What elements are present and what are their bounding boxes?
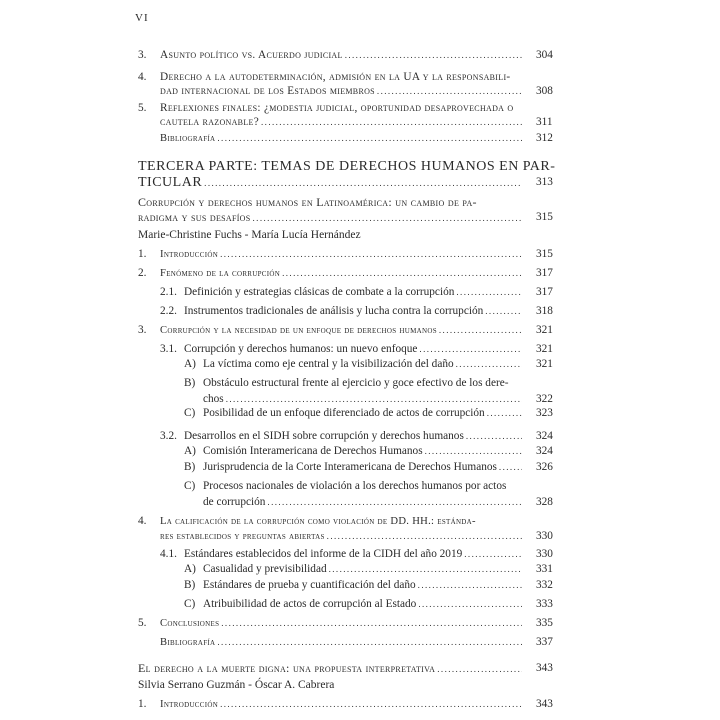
toc-entry-page: 323 bbox=[536, 407, 553, 419]
toc-entry-title-text: TICULAR bbox=[138, 175, 203, 190]
dot-leader bbox=[217, 131, 522, 146]
dot-leader bbox=[226, 392, 522, 407]
toc-entry-title bbox=[138, 661, 528, 677]
toc-entry-title bbox=[184, 304, 528, 319]
toc-entry-page: 304 bbox=[536, 49, 553, 61]
toc-entry-number: 2. bbox=[138, 267, 147, 279]
toc-entry-title bbox=[203, 479, 506, 494]
dot-leader bbox=[439, 323, 522, 338]
toc-entry-title bbox=[160, 529, 528, 544]
toc-entry-title-text: Comisión Interamericana de Derechos Humanos bbox=[203, 445, 423, 457]
toc-entry[interactable] bbox=[0, 429, 720, 444]
toc-entry-title-text: Bibliografía bbox=[160, 637, 216, 648]
toc-entry-title-text: Corrupción y la necesidad de un enfoque de derechos humanos bbox=[160, 325, 437, 336]
toc-entry-title-text: Fenómeno de la corrupción bbox=[160, 268, 281, 279]
toc-entry-number: 5. bbox=[138, 102, 147, 114]
toc-entry-page: 313 bbox=[536, 176, 553, 188]
toc-entry-title-text: Bibliografía bbox=[160, 133, 216, 144]
toc-entry-title bbox=[184, 285, 528, 300]
toc-entry-title bbox=[138, 678, 528, 693]
toc-entry-title-text: Obstáculo estructural frente al ejercicio y goce efectivo de los dere- bbox=[203, 377, 509, 389]
toc-entry[interactable] bbox=[0, 323, 720, 338]
toc-entry-page: 311 bbox=[536, 116, 553, 128]
toc-entry-page: 315 bbox=[536, 248, 553, 260]
toc-entry-number: 3. bbox=[138, 49, 147, 61]
toc-entry-title-text: Definición y estrategias clásicas de combate a la corrupción bbox=[184, 286, 455, 298]
toc-entry-page: 322 bbox=[536, 393, 553, 405]
toc-entry-number: C) bbox=[184, 598, 196, 610]
toc-entry[interactable] bbox=[0, 547, 720, 562]
toc-entry-page: 331 bbox=[536, 563, 553, 575]
toc-entry[interactable] bbox=[0, 304, 720, 319]
dot-leader bbox=[418, 597, 522, 612]
toc-entry-title-text: Posibilidad de un enfoque diferenciado de actos de corrupción bbox=[203, 407, 485, 419]
toc-entry-title bbox=[160, 101, 513, 116]
dot-leader bbox=[329, 562, 522, 577]
toc-entry-title bbox=[203, 444, 528, 459]
toc-entry-page: 343 bbox=[536, 662, 553, 674]
toc-entry-page: 317 bbox=[536, 286, 553, 298]
dot-leader bbox=[253, 211, 522, 226]
toc-entry-title-text: Asunto político vs. Acuerdo judicial bbox=[160, 49, 343, 61]
toc-entry-title bbox=[160, 514, 476, 529]
toc-entry-page: 326 bbox=[536, 461, 553, 473]
toc-entry[interactable] bbox=[0, 562, 720, 577]
toc-entry-page: 324 bbox=[536, 430, 553, 442]
toc-entry-title bbox=[138, 159, 555, 174]
toc-entry-page: 328 bbox=[536, 496, 553, 508]
toc-entry-page: 330 bbox=[536, 548, 553, 560]
toc-entry-number: 3.2. bbox=[160, 430, 177, 442]
toc-entry-title-text: Introducción bbox=[160, 699, 219, 710]
toc-entry[interactable] bbox=[0, 635, 720, 650]
toc-entry-number: C) bbox=[184, 480, 196, 492]
dot-leader bbox=[437, 662, 522, 677]
dot-leader bbox=[267, 495, 522, 510]
toc-entry-title-text: Silvia Serrano Guzmán - Óscar A. Cabrera bbox=[138, 679, 335, 691]
dot-leader bbox=[418, 578, 522, 593]
toc-entry[interactable] bbox=[0, 376, 720, 408]
toc-entry-page: 337 bbox=[536, 636, 553, 648]
toc-entry-title bbox=[160, 115, 528, 130]
toc-entry-title-text: Jurisprudencia de la Corte Interamericana de Derechos Humanos bbox=[203, 461, 497, 473]
toc-entry-title-text: dad internacional de los Estados miembros bbox=[160, 85, 375, 97]
toc-entry-title bbox=[160, 266, 528, 281]
toc-entry-title-text: Instrumentos tradicionales de análisis y lucha contra la corrupción bbox=[184, 305, 484, 317]
toc-entry[interactable] bbox=[0, 266, 720, 281]
toc-entry[interactable] bbox=[0, 616, 720, 631]
dot-leader bbox=[345, 48, 522, 63]
toc-entry-page: 312 bbox=[536, 132, 553, 144]
toc-entry-title-text: de corrupción bbox=[203, 496, 266, 508]
toc-entry-page: 315 bbox=[536, 211, 553, 223]
toc-entry[interactable] bbox=[0, 678, 720, 693]
toc-entry-title-text: Estándares establecidos del informe de la CIDH del año 2019 bbox=[184, 548, 463, 560]
toc-entry-title-text: radigma y sus desafíos bbox=[138, 210, 251, 224]
toc-entry-page: 330 bbox=[536, 530, 553, 542]
toc-entry-title bbox=[203, 578, 528, 593]
toc-entry-title bbox=[203, 460, 528, 475]
toc-entry-title-text: Procesos nacionales de violación a los derechos humanos por actos bbox=[203, 480, 507, 492]
toc-entry[interactable] bbox=[0, 444, 720, 459]
toc-entry-title bbox=[138, 175, 528, 191]
toc-entry[interactable] bbox=[0, 228, 720, 243]
toc-entry-title bbox=[160, 616, 528, 631]
toc-entry[interactable] bbox=[0, 247, 720, 262]
dot-leader bbox=[499, 460, 522, 475]
toc-entry-page: 333 bbox=[536, 598, 553, 610]
toc-entry-number: B) bbox=[184, 579, 196, 591]
toc-entry-page: 321 bbox=[536, 358, 553, 370]
toc-entry-title-text: Reflexiones finales: ¿modestia judicial, oportunidad desaprovechada o bbox=[160, 102, 514, 114]
toc-entry-number: 3.1. bbox=[160, 343, 177, 355]
toc-entry-page: 317 bbox=[536, 267, 553, 279]
toc-entry-title bbox=[203, 562, 528, 577]
dot-leader bbox=[220, 247, 522, 262]
toc-entry-title bbox=[138, 210, 528, 226]
toc-entry-title bbox=[203, 392, 528, 407]
toc-entry-title-text: Corrupción y derechos humanos en Latinoamérica: un cambio de pa- bbox=[138, 195, 477, 209]
toc-entry-number: B) bbox=[184, 377, 196, 389]
toc-entry-title-text: Conclusiones bbox=[160, 618, 220, 629]
dot-leader bbox=[456, 285, 522, 300]
toc-entry-title bbox=[160, 48, 528, 63]
dot-leader bbox=[220, 697, 522, 712]
toc-entry-title bbox=[203, 495, 528, 510]
toc-entry-title bbox=[138, 195, 477, 210]
toc-entry[interactable] bbox=[0, 697, 720, 712]
toc-entry-title-text: res establecidos y preguntas abiertas bbox=[160, 531, 325, 542]
toc-entry[interactable] bbox=[0, 406, 720, 421]
toc-entry-title-text: Derecho a la autodeterminación, admisión en la UA y la responsabili- bbox=[160, 71, 511, 83]
toc-entry-title bbox=[138, 228, 528, 243]
dot-leader bbox=[456, 357, 522, 372]
toc-entry-page: 343 bbox=[536, 698, 553, 710]
toc-entry[interactable] bbox=[0, 70, 720, 98]
toc-entry-title-text: Casualidad y previsibilidad bbox=[203, 563, 327, 575]
toc-entry-number: A) bbox=[184, 445, 196, 457]
toc-entry-number: A) bbox=[184, 358, 196, 370]
toc-entry-number: 4. bbox=[138, 71, 147, 83]
toc-entry[interactable] bbox=[0, 578, 720, 593]
dot-leader bbox=[487, 406, 522, 421]
toc-entry-title bbox=[203, 597, 528, 612]
toc-entry-page: 324 bbox=[536, 445, 553, 457]
toc-entry-page: 335 bbox=[536, 617, 553, 629]
toc-entry-title-text: Marie-Christine Fuchs - María Lucía Hernández bbox=[138, 229, 361, 241]
toc-entry[interactable] bbox=[0, 357, 720, 372]
toc-entry-title bbox=[160, 697, 528, 712]
toc-entry[interactable] bbox=[0, 342, 720, 357]
toc-entry-title-text: La víctima como eje central y la visibilización del daño bbox=[203, 358, 454, 370]
toc-entry-title bbox=[184, 547, 528, 562]
toc-entry-title bbox=[184, 429, 528, 444]
dot-leader bbox=[466, 429, 522, 444]
dot-leader bbox=[204, 176, 522, 191]
toc-entry-title-text: TERCERA PARTE: TEMAS DE DERECHOS HUMANOS EN PAR- bbox=[138, 159, 556, 174]
toc-entry-page: 321 bbox=[536, 324, 553, 336]
toc-entry-number: 4.1. bbox=[160, 548, 177, 560]
dot-leader bbox=[464, 547, 522, 562]
toc-entry[interactable] bbox=[0, 285, 720, 300]
dot-leader bbox=[221, 616, 522, 631]
toc-entry[interactable] bbox=[0, 460, 720, 475]
toc-entry[interactable] bbox=[0, 101, 720, 129]
toc-entry-number: 1. bbox=[138, 698, 147, 710]
toc-entry-title bbox=[203, 376, 509, 391]
toc-entry-number: 4. bbox=[138, 515, 147, 527]
toc-entry-title bbox=[203, 357, 528, 372]
toc-entry[interactable] bbox=[0, 661, 720, 676]
toc-entry-title-text: Corrupción y derechos humanos: un nuevo enfoque bbox=[184, 343, 418, 355]
toc-entry[interactable] bbox=[0, 131, 720, 146]
toc-entry-title-text: cautela razonable? bbox=[160, 116, 260, 128]
toc-entry-title-text: Introducción bbox=[160, 249, 219, 260]
toc-entry-title-text: La calificación de la corrupción como violación de DD. HH.: estánda- bbox=[160, 516, 476, 527]
toc-entry-page: 318 bbox=[536, 305, 553, 317]
toc-entry-title bbox=[160, 84, 528, 99]
toc-entry-number: A) bbox=[184, 563, 196, 575]
page-number: VI bbox=[135, 12, 149, 24]
toc-entry-page: 308 bbox=[536, 85, 553, 97]
toc-entry-title bbox=[160, 247, 528, 262]
toc-entry-number: 3. bbox=[138, 324, 147, 336]
toc-entry-page: 321 bbox=[536, 343, 553, 355]
toc-entry[interactable] bbox=[0, 479, 720, 511]
dot-leader bbox=[261, 115, 522, 130]
toc-entry-page: 332 bbox=[536, 579, 553, 591]
toc-entry-number: 2.2. bbox=[160, 305, 177, 317]
toc-entry[interactable] bbox=[0, 159, 720, 191]
toc-entry-number: B) bbox=[184, 461, 196, 473]
toc-entry-title bbox=[160, 70, 510, 85]
toc-entry-title bbox=[203, 406, 528, 421]
toc-entry[interactable] bbox=[0, 195, 720, 225]
dot-leader bbox=[327, 529, 522, 544]
toc-entry-title-text: Estándares de prueba y cuantificación del daño bbox=[203, 579, 416, 591]
toc-entry-title-text: chos bbox=[203, 393, 224, 405]
toc-entry-title-text: Atribuibilidad de actos de corrupción al Estado bbox=[203, 598, 417, 610]
dot-leader bbox=[485, 304, 522, 319]
toc-entry-number: C) bbox=[184, 407, 196, 419]
toc-entry-title bbox=[160, 323, 528, 338]
toc-entry-title bbox=[184, 342, 528, 357]
toc-entry-title-text: El derecho a la muerte digna: una propuesta interpretativa bbox=[138, 661, 436, 675]
toc-entry[interactable] bbox=[0, 48, 720, 63]
toc-entry[interactable] bbox=[0, 514, 720, 544]
dot-leader bbox=[419, 342, 522, 357]
dot-leader bbox=[425, 444, 522, 459]
toc-entry-number: 2.1. bbox=[160, 286, 177, 298]
toc-entry-number: 5. bbox=[138, 617, 147, 629]
dot-leader bbox=[217, 635, 522, 650]
toc-entry-title bbox=[160, 131, 528, 146]
dot-leader bbox=[377, 84, 522, 99]
toc-entry[interactable] bbox=[0, 597, 720, 612]
toc-entry-number: 1. bbox=[138, 248, 147, 260]
toc-entry-title-text: Desarrollos en el SIDH sobre corrupción y derechos humanos bbox=[184, 430, 464, 442]
toc-entry-title bbox=[160, 635, 528, 650]
dot-leader bbox=[282, 266, 522, 281]
